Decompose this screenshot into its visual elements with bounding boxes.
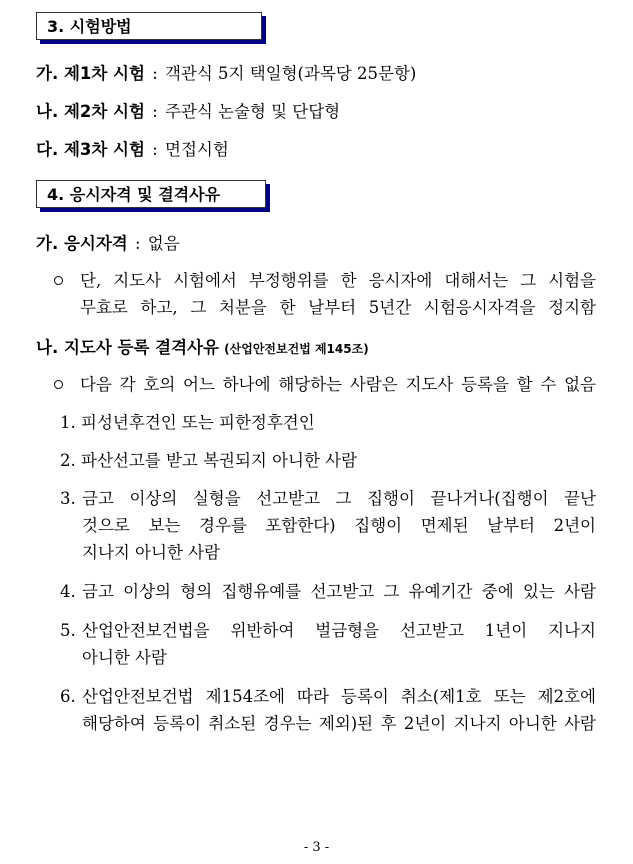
item-number-3: 3. — [60, 489, 76, 508]
item-text: 피성년후견인 또는 피한정후견인 — [81, 413, 315, 432]
separator: : — [152, 140, 158, 159]
eligibility-label: 가. 응시자격 — [36, 234, 128, 253]
item-number-4: 4. — [60, 582, 76, 601]
separator: : — [152, 64, 158, 83]
exam-item-3 — [36, 138, 229, 162]
disqualification-item-4-line-1: 금고 이상의 형의 집행유예를 선고받고 그 유예기간 중에 있는 사람 — [82, 582, 596, 601]
disqualification-item-3-line-2: 것으로 보는 경우를 포함한다) 집행이 면제된 날부터 2년이 — [82, 516, 596, 535]
item-number-6: 6. — [60, 687, 76, 706]
disqualification-item-2 — [60, 449, 357, 473]
disqualification-item-3-line-1: 금고 이상의 실형을 선고받고 그 집행이 끝나거나(집행이 끝난 — [82, 489, 596, 508]
disqualification-item-1 — [60, 411, 315, 435]
disqualification-intro: 다음 각 호의 어느 하나에 해당하는 사람은 지도사 등록을 할 수 없음 — [80, 375, 596, 394]
exam-item-text: 면접시험 — [165, 140, 229, 159]
eligibility-text: 없음 — [147, 234, 180, 253]
disqualification-item-6-line-2: 해당하여 등록이 취소된 경우는 제외)된 후 2년이 지나지 아니한 사람 — [82, 714, 596, 733]
disqualification-item-5-line-1: 산업안전보건법을 위반하여 벌금형을 선고받고 1년이 지나지 — [82, 621, 596, 640]
item-number-5: 5. — [60, 621, 76, 640]
item-number: 1. — [60, 413, 76, 432]
exam-item-1 — [36, 62, 416, 86]
eligibility-line — [36, 232, 180, 256]
law-reference: (산업안전보건법 제145조) — [224, 342, 369, 356]
disqualification-item-3-line-3: 지나지 아니한 사람 — [82, 543, 221, 562]
item-text: 파산선고를 받고 복권되지 아니한 사람 — [81, 451, 358, 470]
exam-item-label: 가. 제1차 시험 — [36, 64, 145, 83]
eligibility-note-line-1: 단, 지도사 시험에서 부정행위를 한 응시자에 대해서는 그 시험을 — [80, 271, 596, 290]
disqualification-item-5-line-2: 아니한 사람 — [82, 648, 167, 667]
exam-item-text: 주관식 논술형 및 단답형 — [165, 102, 341, 121]
circle-bullet-icon — [54, 276, 63, 285]
page-number: - 3 - — [303, 840, 330, 855]
exam-item-text: 객관식 5지 택일형(과목당 25문항) — [165, 64, 417, 83]
exam-item-label: 나. 제2차 시험 — [36, 102, 145, 121]
disqualification-label: 나. 지도사 등록 결격사유 — [36, 338, 219, 357]
section-4-heading: 4. 응시자격 및 결격사유 — [36, 180, 266, 208]
section-3-heading: 3. 시험방법 — [36, 12, 262, 40]
disqualification-heading — [36, 336, 369, 361]
eligibility-note-line-2: 무효로 하고, 그 처분을 한 날부터 5년간 시험응시자격을 정지함 — [80, 298, 596, 317]
item-number: 2. — [60, 451, 76, 470]
exam-item-label: 다. 제3차 시험 — [36, 140, 145, 159]
disqualification-item-6-line-1: 산업안전보건법 제154조에 따라 등록이 취소(제1호 또는 제2호에 — [82, 687, 596, 706]
circle-bullet-icon — [54, 380, 63, 389]
separator: : — [134, 234, 141, 253]
exam-item-2 — [36, 100, 340, 124]
separator: : — [152, 102, 158, 121]
